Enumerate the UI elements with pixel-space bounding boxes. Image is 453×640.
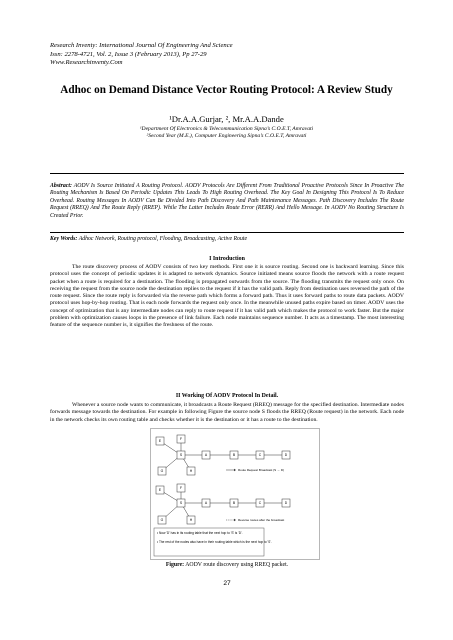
node-b-label: B — [232, 453, 236, 458]
paper-authors: ¹Dr.A.A.Gurjar, ², Mr.A.A.Dande — [169, 114, 284, 124]
node-e-label: E — [158, 439, 162, 444]
abstract-label: Abstract: — [50, 183, 72, 189]
node-g-2-label: G — [160, 518, 164, 523]
page-number: 27 — [223, 580, 231, 587]
node-s-label: S — [179, 453, 183, 458]
node-s-2-label: S — [179, 501, 183, 506]
node-f-label: F — [179, 437, 183, 442]
introduction-text: The route discovery process of AODV consists of two key methods. First one it is source routing. Second one is backward learning. Since this protocol uses the concept of periodic updates it is adapted to network dynamics. Source initiated means source floods the network with a route request packet when a route is required for a destination. The flooding is propagated outwards from the source. The flooding transmits the request only once. On receiving the request from the source node the destination replies to the request if it has the valid path. Reply from destination uses reversed the path of the route request. Since the route reply is forwarded via the reverse path which forms a forward path. Thus it uses forward paths to route data packets. AODV protocol uses hop-by-hop routing. That is each node forwards the request only once. In the meanwhile unused paths expire based on timer. AODV uses the concept of optimization that is any intermediate nodes can reply to route request if it has valid path which makes the protocol to work faster. But the major problem with optimization causes loops in the presence of link failure. Each node maintains sequence number. It acts as a timestamp. The most interesting feature of the sequence number is, it signifies the freshness of the route. — [50, 264, 404, 329]
figure-note-2: • The rest of the nodes also have in their routing table which is the next hop to 'S'. — [157, 540, 272, 544]
affiliation-2: ²Second Year (M.E.), Computer Engineering Sipna’s C.O.E.T, Amravati — [146, 133, 307, 140]
node-d-2-label: D — [284, 501, 288, 506]
node-h-label: H — [189, 469, 193, 474]
journal-issn: Issn: 2278-4721, Vol. 2, Issue 3 (February 2013), Pp 27-29 — [50, 50, 207, 58]
node-c-label: C — [258, 453, 262, 458]
figure-caption-text: AODV route discovery using RREQ packet. — [184, 562, 289, 568]
keywords — [50, 236, 404, 242]
figure-note-1: • Now 'D' has in its routing table that the next hop to 'S' is 'D'. — [157, 531, 243, 535]
keywords-label: Key Words: — [50, 236, 78, 242]
keywords-text: Adhoc Network, Routing protocol, Flooding, Broadcasting, Active Route — [78, 236, 248, 242]
node-c-2-label: C — [258, 501, 262, 506]
section-heading-introduction: I Introduction — [209, 256, 245, 262]
affiliation-1: ¹Department Of Electronics & Telecommunication Sipna’s C.O.E.T, Amravati — [139, 126, 314, 132]
figure-caption-label: Figure: — [165, 562, 185, 568]
node-a-label: A — [204, 453, 208, 458]
rule-top — [50, 173, 404, 174]
abstract — [50, 183, 404, 220]
aodv-figure — [150, 428, 320, 560]
node-g-label: G — [160, 469, 164, 474]
journal-name: Research Inventy: International Journal Of Engineering And Science — [50, 42, 233, 49]
working-text: Whenever a source node wants to communicate, it broadcasts a Route Request (RREQ) message for the specified destination. Intermediate nodes forwards message towards the destination. For example in following Figure the source node S floods the RREQ (Route request) in the network. Each node in the network checks its own routing table and checks whether it is the destination or it has a route to the destination. — [50, 402, 404, 423]
top-legend-label: Route Request Broadcast (S → D) — [238, 468, 285, 473]
node-f-2-label: F — [179, 486, 183, 491]
journal-website: Www.Researchinventy.Com — [50, 59, 123, 67]
node-e-2-label: E — [158, 488, 162, 493]
abstract-text: AODV Is Source Initiated A Routing Protocol. AODV Protocols Are Different From Traditional Proactive Protocols Since In Proactive The Routing Mechanism Is Based On Periodic Updates This Leads To High Routing Overhead. The Key Goal In Designing This Protocol Is To Reduce Overhead. Routing Messages In AODV Can Be Divided Into Path Discovery And Path Maintenance Messages. Path Discovery Includes The Route Request (RREQ) And The Route Reply (RREP). While The Latter Includes Route Error (RERR) And Hello Message. In AODV No Routing Structure Is Created Prior. — [50, 183, 404, 219]
author-affiliations — [60, 126, 393, 141]
node-h-2-label: H — [189, 518, 193, 523]
journal-header — [50, 42, 233, 68]
node-d-label: D — [284, 453, 288, 458]
node-a-2-label: A — [204, 501, 208, 506]
node-b-2-label: B — [232, 501, 236, 506]
bottom-legend-label: Reverse routes after the broadcast — [238, 518, 285, 523]
rule-bottom — [50, 232, 404, 233]
section-heading-working: II Working Of AODV Protocol In Detail. — [175, 393, 279, 399]
paper-title: Adhoc on Demand Distance Vector Routing Protocol: A Review Study — [60, 84, 393, 96]
figure-caption — [50, 562, 404, 568]
aodv-diagram — [150, 428, 320, 560]
